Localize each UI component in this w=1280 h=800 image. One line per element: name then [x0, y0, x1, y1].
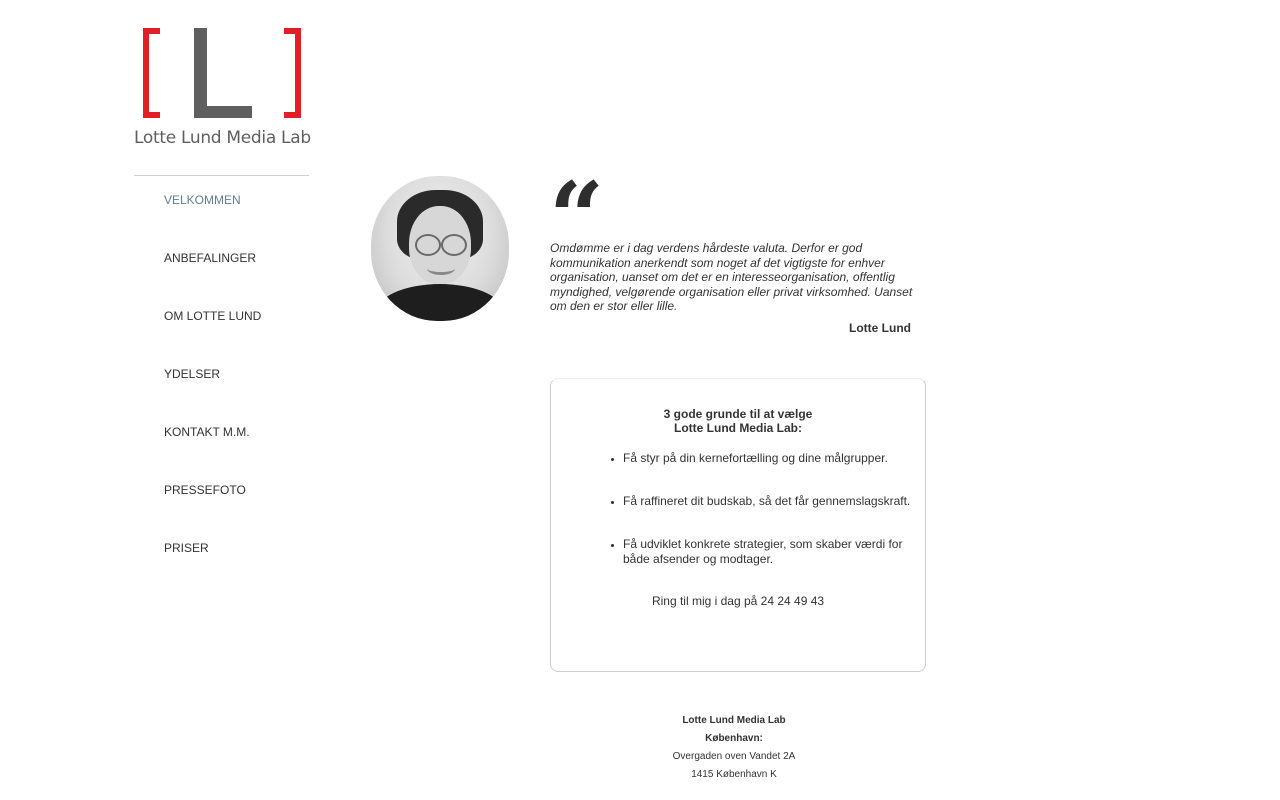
- list-item: • Få udviklet konkrete strategier, som skaber værdi for både afsender og modtager.: [623, 537, 927, 567]
- reasons-title: [551, 407, 925, 435]
- reasons-title-line1: 3 gode grunde til at vælge: [663, 407, 813, 421]
- logo[interactable]: [134, 26, 310, 150]
- logo-letter-l: [194, 28, 207, 118]
- reasons-box: [550, 378, 926, 672]
- logo-text: Lotte Lund Media Lab: [134, 128, 311, 148]
- list-item: • Få raffineret dit budskab, så det får gennemslagskraft.: [623, 494, 927, 509]
- nav-item-priser[interactable]: PRISER: [164, 541, 209, 555]
- nav-item-kontakt[interactable]: KONTAKT M.M.: [164, 425, 250, 439]
- nav-item-pressefoto[interactable]: PRESSEFOTO: [164, 483, 246, 497]
- footer-city-label: København:: [705, 733, 763, 744]
- nav-item-om-lotte-lund[interactable]: OM LOTTE LUND: [164, 309, 262, 323]
- nav-item-velkommen[interactable]: VELKOMMEN: [164, 193, 241, 207]
- list-item: • Få styr på din kernefortælling og dine målgrupper.: [623, 451, 927, 466]
- main-nav: [164, 193, 261, 599]
- portrait-photo: [371, 176, 509, 321]
- reasons-list: [609, 451, 927, 595]
- logo-left-bracket: [143, 28, 160, 118]
- nav-divider: [134, 175, 309, 176]
- reasons-title-line2: Lotte Lund Media Lab:: [674, 421, 802, 435]
- footer-company: Lotte Lund Media Lab: [682, 715, 786, 726]
- footer-address: [634, 712, 834, 784]
- call-to-action: Ring til mig i dag på 24 24 49 43: [651, 594, 825, 608]
- quote-text: Omdømme er i dag verdens hårdeste valuta. Derfor er god kommunikation anerkendt som noget af det vigtigste for enhver organisation, uanset om det er en interesseorganisation, offentlig myndighed, velgørende organisation eller privat virksomhed. Uanset om den er stor eller lille.: [550, 241, 913, 313]
- nav-item-anbefalinger[interactable]: ANBEFALINGER: [164, 251, 257, 265]
- quote-author: Lotte Lund: [849, 321, 911, 335]
- logo-letter-l-foot: [194, 106, 252, 118]
- quote-mark-icon: “: [549, 161, 605, 274]
- logo-right-bracket: [284, 28, 301, 118]
- footer-street: Overgaden oven Vandet 2A: [672, 751, 796, 762]
- nav-item-ydelser[interactable]: YDELSER: [164, 367, 221, 381]
- footer-postal: 1415 København K: [691, 769, 777, 780]
